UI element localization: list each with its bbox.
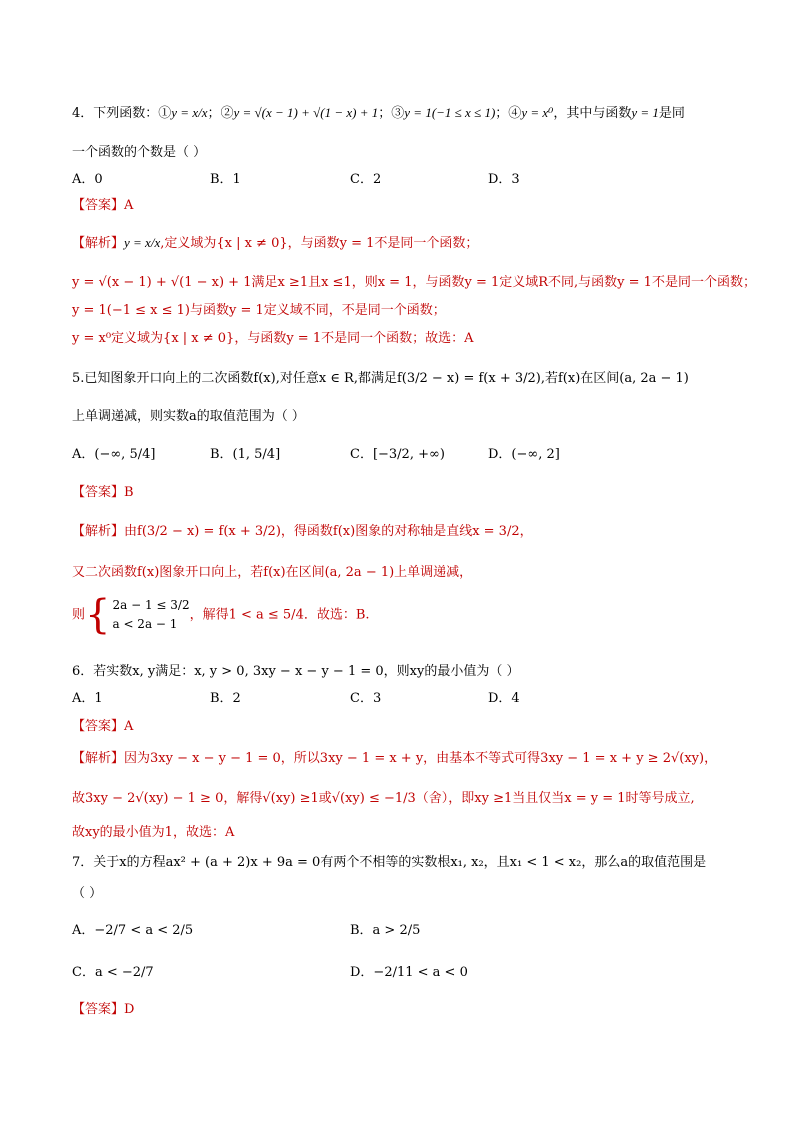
q6-option-d: D．4 bbox=[488, 691, 520, 706]
q6-analysis-line2: 故3xy − 2√(xy) − 1 ≥ 0，解得√(xy) ≥1或√(xy) ≤ −1/3（舍），即xy ≥1当且仅当x = y = 1时等号成立, bbox=[72, 791, 695, 806]
q4-option-c: C．2 bbox=[350, 172, 382, 187]
q5-stem-line1: 5.已知图象开口向上的二次函数f(x),对任意x ∈ R,都满足f(3/2 − x) = f(x + 3/2),若f(x)在区间(a, 2a − 1) bbox=[72, 371, 689, 386]
q7-option-c: C．a < −2/7 bbox=[72, 965, 154, 980]
q4-option-b: B．1 bbox=[210, 172, 241, 187]
q5-option-a: A．(−∞, 5/4] bbox=[72, 447, 156, 462]
q5-option-b: B．(1, 5/4] bbox=[210, 447, 281, 462]
q7-stem-line1: 7．关于x的方程ax² + (a + 2)x + 9a = 0有两个不相等的实数根x₁, x₂，且x₁ < 1 < x₂，那么a的取值范围是 bbox=[72, 855, 707, 870]
q4-analysis-line4: y = x⁰定义域为{x | x ≠ 0}，与函数y = 1不是同一个函数；故选：A bbox=[72, 331, 474, 346]
q5-option-c: C．[−3/2, +∞) bbox=[350, 447, 445, 462]
q4-analysis-line3: y = 1(−1 ≤ x ≤ 1)与函数y = 1定义域不同，不是同一个函数； bbox=[72, 303, 446, 318]
q4-option-d: D．3 bbox=[488, 172, 520, 187]
q5-analysis-line3: 则{ 2a − 1 ≤ 3/2 a < 2a − 1 ，解得1 < a ≤ 5/4．故选：B. bbox=[72, 592, 370, 639]
q5-option-d: D．(−∞, 2] bbox=[488, 447, 560, 462]
q6-option-b: B．2 bbox=[210, 691, 241, 706]
q5-analysis-line1: 【解析】由f(3/2 − x) = f(x + 3/2)，得函数f(x)图象的对称轴是直线x = 3/2， bbox=[72, 524, 533, 539]
q4-function-3: y = 1(−1 ≤ x ≤ 1) bbox=[404, 105, 496, 120]
q4-function-5: y = 1 bbox=[631, 105, 659, 120]
q6-stem: 6．若实数x, y满足：x, y > 0, 3xy − x − y − 1 = 0，则xy的最小值为（ ） bbox=[72, 664, 520, 679]
q7-option-d: D．−2/11 < a < 0 bbox=[350, 965, 468, 980]
q5-analysis-line2: 又二次函数f(x)图象开口向上，若f(x)在区间(a, 2a − 1)上单调递减， bbox=[72, 565, 473, 580]
q4-function-2: y = √(x − 1) + √(1 − x) + 1 bbox=[233, 105, 379, 120]
q6-answer: 【答案】A bbox=[72, 719, 134, 734]
q4-analysis-line1: 【解析】y = x/x,定义域为{x | x ≠ 0}，与函数y = 1不是同一个函数； bbox=[72, 235, 479, 251]
q5-stem-line2: 上单调递减，则实数a的取值范围为（ ） bbox=[72, 409, 305, 424]
q6-analysis-line3: 故xy的最小值为1，故选：A bbox=[72, 825, 235, 840]
q4-function-4: y = x⁰ bbox=[521, 105, 554, 120]
q4-option-a: A．0 bbox=[72, 172, 103, 187]
q5-answer: 【答案】B bbox=[72, 485, 134, 500]
q7-option-a: A．−2/7 < a < 2/5 bbox=[72, 923, 194, 938]
q7-stem-line2: （ ） bbox=[72, 886, 103, 901]
q4-analysis-line2: y = √(x − 1) + √(1 − x) + 1满足x ≥1且x ≤1，则x = 1，与函数y = 1定义域R不同,与函数y = 1不是同一个函数； bbox=[72, 275, 756, 290]
q4-stem-line2: 一个函数的个数是（ ） bbox=[72, 145, 207, 160]
q7-option-b: B．a > 2/5 bbox=[350, 923, 421, 938]
q6-analysis-line1: 【解析】因为3xy − x − y − 1 = 0，所以3xy − 1 = x + y，由基本不等式可得3xy − 1 = x + y ≥ 2√(xy)， bbox=[72, 751, 718, 766]
q4-answer: 【答案】A bbox=[72, 198, 134, 213]
q6-option-c: C．3 bbox=[350, 691, 382, 706]
q6-option-a: A．1 bbox=[72, 691, 103, 706]
q7-answer: 【答案】D bbox=[72, 1002, 135, 1017]
q4-function-1: y = x/x bbox=[171, 105, 208, 120]
q4-stem-line1: 4．下列函数：①y = x/x；②y = √(x − 1) + √(1 − x) + 1；③y = 1(−1 ≤ x ≤ 1)；④y = x⁰，其中与函数y = 1是同 bbox=[72, 105, 685, 121]
